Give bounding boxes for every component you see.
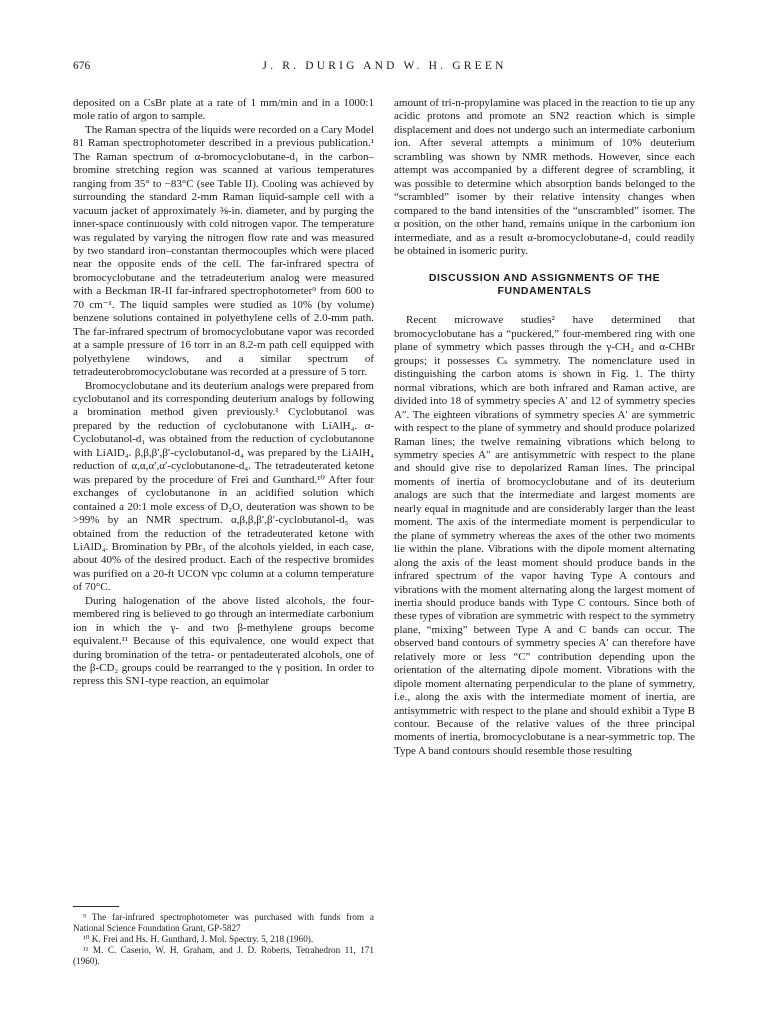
footnote-9: ⁹ The far-infrared spectrophotometer was purchased with funds from a National Science Foundation Grant, GP-5827: [73, 912, 374, 933]
left-column: [73, 97, 374, 689]
right-column: [394, 97, 695, 758]
page-number: 676: [73, 60, 91, 72]
paragraph-raman-spectra: The Raman spectra of the liquids were recorded on a Cary Model 81 Raman spectrophotometer described in a previous publication.¹ The Raman spectrum of α-bromocyclobutane-d₁ in the carbon–bromine stretching region was scanned at various temperatures ranging from 35° to −83°C (see Table II). Cooling was achieved by surrounding the standard 2-mm Raman liquid-sample cell with a vacuum jacket of approximately ⅜-in. diameter, and by purging the inner-space continuously with cold nitrogen vapor. The temperature was regulated by varying the nitrogen flow rate and was measured by two standard iron–constantan thermocouples which were placed near the opposite ends of the cell. The far-infrared spectra of bromocyclobutane and the tetradeuterium analog were measured with a Beckman IR-II far-infrared spectrophotometer⁹ from 600 to 70 cm⁻¹. The liquid samples were studied as 10% (by volume) benzene solutions contained in polyethylene cells of 2.0-mm path. The far-infrared spectrum of bromocyclobutane vapor was recorded at a sample pressure of 16 torr in an 8.2-m path cell equipped with polyethylene windows, and a similar spectrum of tetradeuterobromocyclobutane was recorded at a pressure of 5 torr.: [73, 123, 374, 379]
paragraph-sample-deposition: deposited on a CsBr plate at a rate of 1 mm/min and in a 1000:1 mole ratio of argon to sample.: [73, 97, 374, 123]
paragraph-amine-scrambling: amount of tri-n-propylamine was placed in the reaction to tie up any acidic protons and promote an SN2 reaction which is simple displacement and does not undergo such an intermediate carbonium ion. After several attempts a minimum of 10% deuterium scrambling was shown by NMR methods. However, since each attempt was accompanied by a different degree of scrambling, it was possible to determine which absorption bands belonged to the “scrambled” isomer by their relative intensity changes when compared to the band intensities of the “unscrambled” isomer. The α position, on the other hand, remains unique in the carbonium ion intermediate, and as a result α-bromocyclobutane-d₁ could readily be obtained in isomeric purity.: [394, 97, 695, 257]
page-header: [73, 60, 696, 78]
footnote-10: ¹⁰ K. Frei and Hs. H. Gunthard, J. Mol. Spectry. 5, 218 (1960).: [83, 934, 314, 944]
paragraph-preparation: Bromocyclobutane and its deuterium analogs were prepared from cyclobutanol and its corresponding deuterium analogs by following a bromination method given previously.¹ Cyclobutanol was prepared by the reduction of cyclobutanone with LiAlH₄. α-Cyclobutanol-d₁ was obtained from the reduction of cyclobutanone with LiAlD₄. β,β,β′,β′-cyclobutanol-d₄ was prepared by the LiAlH₄ reduction of α,α,α′,α′-cyclobutanone-d₄. The tetradeuterated ketone was prepared by the procedure of Frei and Gunthard.¹⁰ After four exchanges of cyclobutanone in an acidified solution which contained a 20:1 mole excess of D₂O, deuteration was shown to be >99% by an NMR spectrum. α,β,β,β′,β′-cyclobutanol-d₅ was obtained from the reduction of the tetradeuterated ketone with LiAlD₄. Bromination by PBr₃ of the alcohols yielded, in each case, about 40% of the desired product. Each of the respective bromides was purified on a 20-ft UCON vpc column at a column temperature of 70°C.: [73, 379, 374, 594]
running-head: J. R. DURIG AND W. H. GREEN: [262, 60, 507, 72]
paragraph-halogenation: During halogenation of the above listed alcohols, the four-membered ring is believed to go through an intermediate carbonium ion in which the γ- and two β-methylene groups become equivalent.¹¹ Because of this equivalence, one would expect that during bromination of the tetra- or pentadeuterated alcohols, one of the β-CD₂ groups could be rearranged to the γ position. In order to repress this SN1-type reaction, an equimolar: [73, 594, 374, 688]
footnote-11: ¹¹ M. C. Caserio, W. H. Graham, and J. D. Roberts, Tetrahedron 11, 171 (1960).: [73, 945, 374, 966]
footnotes: [73, 906, 374, 967]
footnote-rule: [73, 906, 119, 907]
paragraph-discussion: Recent microwave studies² have determined that bromocyclobutane has a “puckered,” four-membered ring with one plane of symmetry which passes through the γ-CH₂ and α-CHBr groups; it possesses Cₛ symmetry. The nomenclature used in distinguishing the carbon atoms is shown in Fig. 1. The thirty normal vibrations, which are both infrared and Raman active, are divided into 18 of symmetry species A′ and 12 of symmetry species A″. The eighteen vibrations of symmetry species A′ are symmetric with respect to the plane of symmetry and should produce polarized Raman lines; the twelve remaining vibrations which belong to symmetry species A″ are antisymmetric with respect to the plane and should give rise to depolarized Raman lines. The principal moments of inertia of bromocyclobutane and of its deuterium analogs are such that the intermediate and largest moments are nearly equal in magnitude and are considerably larger than the least moment. The axis of the intermediate moment is perpendicular to the plane of symmetry whereas the axes of the other two moments lie within the plane. Vibrations with the dipole moment alternating along the axis of the least moment should produce bands in the infrared spectrum of the vapor having Type A contours and vibrations with the moment alternating along the largest moment of inertia should produce bands with Type C contours. Since both of these types of vibration are symmetric with respect to the symmetry plane, “mixing” between Type A and C bands can occur. The observed band contours of symmetry species A′ can therefore have relatively more or less “C” contribution depending upon the orientation of the alternating dipole moment. Vibrations with the dipole moment alternating perpendicular to the plane of symmetry, i.e., along the axis with the intermediate moment of inertia, are antisymmetric with respect to the plane and should exhibit a Type B contour. Because of the relative values of the three principal moments of inertia, bromocyclobutane is a near-symmetric top. The Type A band contours should resemble those resulting: [394, 314, 695, 757]
section-heading: DISCUSSION AND ASSIGNMENTS OF THE FUNDAMENTALS: [428, 272, 661, 298]
